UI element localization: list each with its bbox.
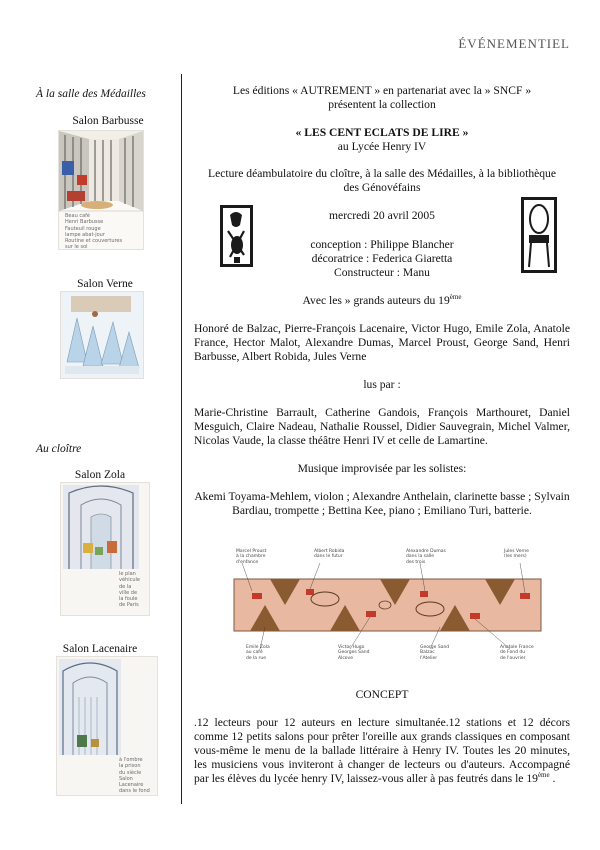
- read-by-label: lus par :: [363, 378, 401, 391]
- credit-constructeur: Constructeur : Manu: [334, 266, 430, 279]
- salon-verne-sketch: [60, 291, 144, 379]
- violinist-drawing: [220, 205, 253, 267]
- chair-illustration: [521, 197, 557, 273]
- salon-title-lacenaire: Salon Lacenaire: [62, 643, 138, 655]
- chair-drawing: [521, 197, 557, 273]
- salon-title-barbusse: Salon Barbusse: [72, 115, 144, 127]
- violinist-illustration: [220, 205, 253, 267]
- intro-line-2: présentent la collection: [328, 98, 436, 111]
- salon-title-verne: Salon Verne: [77, 278, 133, 290]
- group-heading-medailles: À la salle des Médailles: [36, 88, 146, 100]
- concept-text: [194, 716, 570, 786]
- readers-list: Marie-Christine Barrault, Catherine Gandois, François Marthouret, Daniel Mesguich, Claire Nadeau, Nathalie Roussel, Didier Sauvegrain, Michel Valmer, Nicolas Vaude, la classe théâtre Henri IV et celle de Lamartine.: [194, 406, 570, 447]
- salon-verne-drawing: [61, 292, 143, 378]
- column-divider: [181, 74, 182, 804]
- salon-zola-note: le plan véhicule de la ville de la foule de Paris: [119, 571, 140, 609]
- group-heading-cloitre: Au cloître: [36, 443, 82, 455]
- main-content: [194, 84, 570, 518]
- sidebar: [0, 0, 181, 850]
- credit-decoratrice: décoratrice : Federica Giaretta: [311, 252, 453, 265]
- concept-end: .: [549, 772, 556, 785]
- credit-conception: conception : Philippe Blancher: [310, 238, 454, 251]
- plan-note-3: Alexandre Dumas dans la salle des trois: [406, 549, 446, 565]
- plan-note-6: Victor Hugo Georges Sand Alcove: [338, 645, 370, 661]
- concept-sup: ème: [537, 771, 550, 780]
- salon-zola-sketch: [60, 482, 150, 616]
- collection-title: « LES CENT ECLATS DE LIRE »: [295, 126, 469, 139]
- description-line-1: Lecture déambulatoire du cloître, à la salle des Médailles, à la bibliothèque: [208, 167, 556, 180]
- concept-heading: CONCEPT: [355, 688, 409, 701]
- plan-note-8: Anatole France de Fond du de l'ouvrier: [500, 645, 534, 661]
- section-label: ÉVÉNEMENTIEL: [458, 36, 570, 51]
- salon-lacenaire-sketch: [56, 656, 158, 796]
- plan-note-4: Jules Verne (les mers): [504, 549, 529, 560]
- authors-intro-sup: ème: [449, 293, 462, 302]
- authors-intro: [194, 294, 570, 308]
- authors-intro-text: Avec les » grands auteurs du 19: [302, 294, 450, 307]
- plan-note-1: Marcel Proust à la chambre d'enfance: [236, 549, 267, 565]
- salon-barbusse-note: Beau café Henri Barbusse Fauteuil rouge lampe abat-jour Routine et couvertures sur le sol: [65, 213, 123, 250]
- floor-plan-drawing: [230, 549, 545, 664]
- salon-barbusse-sketch: [58, 130, 144, 250]
- concept-body: .12 lecteurs pour 12 auteurs en lecture simultanée.12 stations et 12 décors comme 12 petits salons pour prêter l'oreille aux grands classiques en composant vous-même le menu de la ballade littéraire à Henry IV. Toutes les 20 minutes, les musiciens vous inviteront à changer de lecteurs ou d'auteurs. Accompagné par les élèves du lycée henry IV, laissez-vous aller à pas feutrés dans le 19: [194, 716, 570, 785]
- intro-line-1: Les éditions « AUTREMENT » en partenariat avec la » SNCF »: [232, 84, 532, 97]
- floor-plan-illustration: [230, 549, 545, 664]
- music-label: Musique improvisée par les solistes:: [297, 462, 467, 475]
- venue: au Lycée Henry IV: [337, 140, 427, 153]
- event-date: mercredi 20 avril 2005: [329, 209, 435, 222]
- salon-title-zola: Salon Zola: [74, 469, 126, 481]
- authors-list: Honoré de Balzac, Pierre-François Lacenaire, Victor Hugo, Emile Zola, Anatole France, Hector Malot, Alexandre Dumas, Marcel Proust, George Sand, Henri Barbusse, Albert Robida, Jules Verne: [194, 322, 570, 363]
- description-line-2: des Génovéfains: [343, 181, 421, 194]
- concept-section: [194, 688, 570, 786]
- salon-lacenaire-note: à l'ombre la prison du siècle Salon Lacenaire dans le fond: [119, 757, 150, 795]
- plan-note-2: Albert Robida dans le futur: [314, 549, 345, 560]
- musicians-list: Akemi Toyama-Mehlem, violon ; Alexandre Anthelain, clarinette basse ; Sylvain Bardiau, trompette ; Bettina Kee, piano ; Emiliano Turi, batterie.: [194, 490, 570, 517]
- plan-note-5: Emile Zola au café de la rue: [246, 645, 270, 661]
- plan-note-7: George Sand Balzac l'Atelier: [420, 645, 450, 661]
